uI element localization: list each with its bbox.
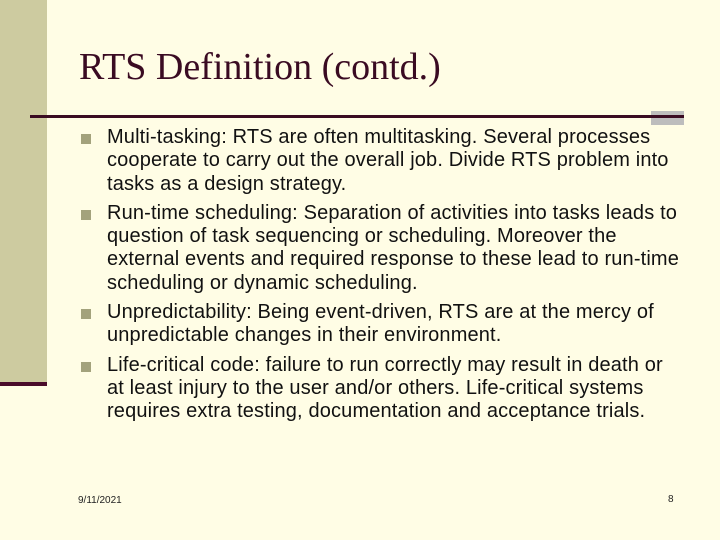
square-bullet-icon <box>81 309 91 319</box>
square-bullet-icon <box>81 362 91 372</box>
bullet-item-life-critical <box>80 354 680 424</box>
left-decorative-bar <box>0 0 47 384</box>
slide-title: RTS Definition (contd.) <box>79 46 441 88</box>
bullet-text: Life-critical code: failure to run correctly may result in death or at least injury to the user and/or others. Life-critical systems requires extra testing, documentation and acceptance trials. <box>107 353 663 423</box>
bullet-text: Unpredictability: Being event-driven, RTS are at the mercy of unpredictable changes in their environment. <box>107 301 654 347</box>
square-bullet-icon <box>81 134 91 144</box>
slide-number: 8 <box>668 494 674 505</box>
left-accent-tick <box>0 382 47 386</box>
title-rule-shadow <box>651 111 684 125</box>
title-rule <box>30 115 684 118</box>
bullet-item-runtime-scheduling <box>80 202 680 295</box>
bullet-text: Multi-tasking: RTS are often multitasking. Several processes cooperate to carry out the overall job. Divide RTS problem into tasks as a design strategy. <box>107 126 669 195</box>
bullet-text: Run-time scheduling: Separation of activities into tasks leads to question of task sequencing or scheduling. Moreover the external events and required response to these lead to run-time scheduling or dynamic scheduling. <box>107 201 680 294</box>
bullet-item-unpredictability <box>80 301 680 348</box>
bullet-list <box>80 126 680 430</box>
square-bullet-icon <box>81 210 91 220</box>
bullet-item-multitasking <box>80 126 680 196</box>
footer-date: 9/11/2021 <box>78 495 122 506</box>
title-rule-end <box>651 115 684 118</box>
